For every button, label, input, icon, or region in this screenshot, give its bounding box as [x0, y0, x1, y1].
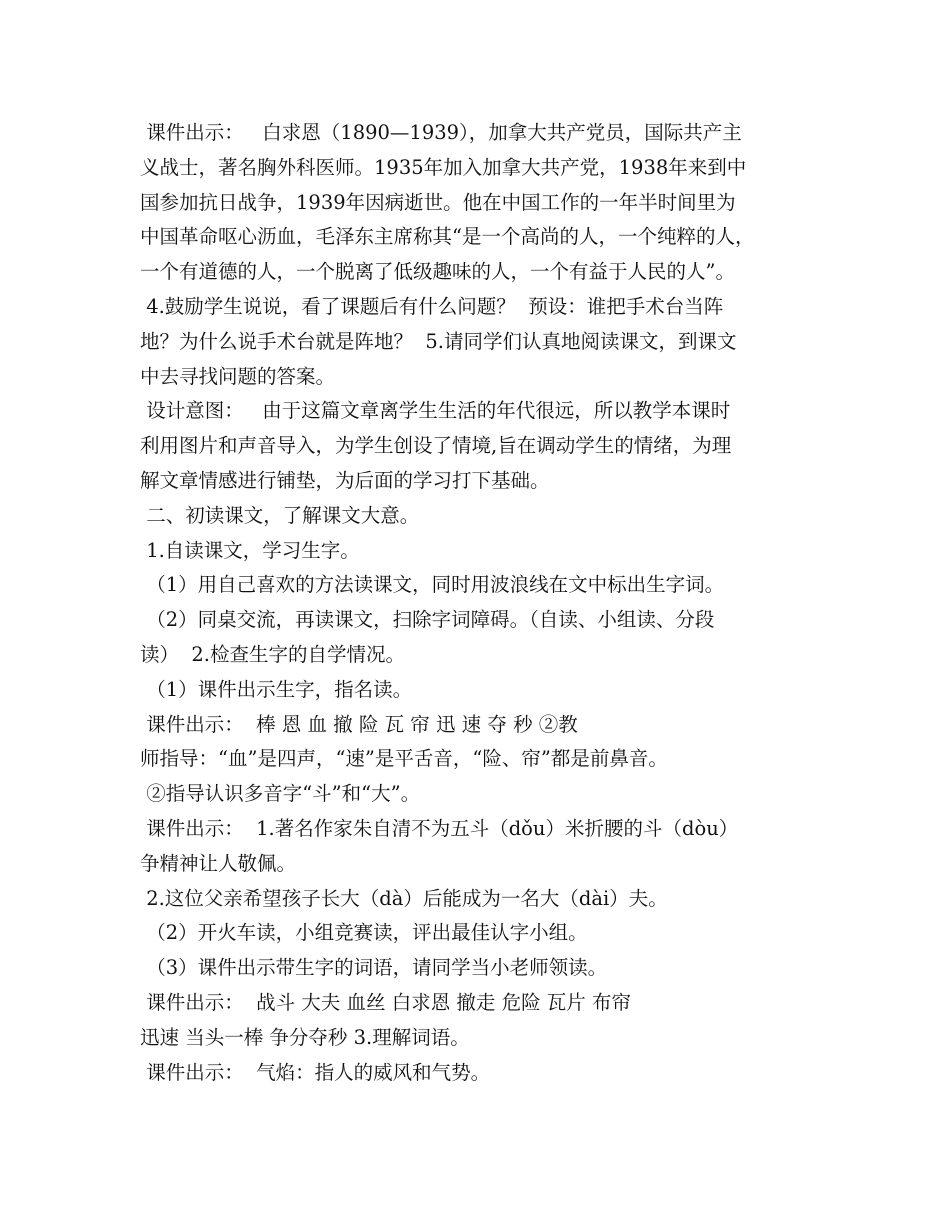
section-heading: 二、初读课文，了解课文大意。 — [140, 503, 420, 527]
text-line: 设计意图： 由于这篇文章离学生生活的年代很远，所以教学本课时 — [140, 399, 731, 423]
text-line: 2.这位父亲希望孩子长大（dà）后能成为一名大（dài）夫。 — [140, 886, 668, 910]
text-line: 读） 2.检查生字的自学情况。 — [140, 642, 406, 666]
text-line: 解文章情感进行铺垫，为后面的学习打下基础。 — [140, 468, 550, 492]
text-line: 迅速 当头一棒 争分夺秒 3.理解词语。 — [140, 1025, 470, 1049]
text-line: （1）用自己喜欢的方法读课文，同时用波浪线在文中标出生字词。 — [140, 573, 725, 597]
text-line: （1）课件出示生字，指名读。 — [140, 677, 413, 701]
text-line: 地？为什么说手术台就是阵地？ 5.请同学们认真地阅读课文，到课文 — [140, 329, 737, 353]
text-line: 课件出示： 棒 恩 血 撤 险 瓦 帘 迅 速 夺 秒 ②教 — [140, 712, 578, 736]
text-line: 一个有道德的人，一个脱离了低级趣味的人，一个有益于人民的人”。 — [140, 260, 735, 284]
text-line: （3）课件出示带生字的词语，请同学当小老师领读。 — [140, 956, 608, 980]
text-line: （2）开火车读，小组竞赛读，评出最佳认字小组。 — [140, 921, 588, 945]
text-line: 利用图片和声音导入，为学生创设了情境,旨在调动学生的情绪，为理 — [140, 434, 732, 458]
text-line: 国参加抗日战争，1939年因病逝世。他在中国工作的一年半时间里为 — [140, 190, 736, 214]
text-line: （2）同桌交流，再读课文，扫除字词障碍。（自读、小组读、分段 — [140, 608, 715, 632]
text-line: 课件出示： 白求恩（1890—1939），加拿大共产党员，国际共产主 — [140, 121, 742, 144]
text-line: 中去寻找问题的答案。 — [140, 364, 336, 388]
text-line: 1.自读课文，学习生字。 — [140, 538, 360, 562]
text-line: 师指导：“血”是四声，“速”是平舌音，“险、帘”都是前鼻音。 — [140, 747, 668, 771]
text-line: 4.鼓励学生说说，看了课题后有什么问题？ 预设：谁把手术台当阵 — [140, 294, 724, 318]
text-line: 义战士，著名胸外科医师。1935年加入加拿大共产党，1938年来到中 — [140, 155, 747, 179]
text-line: 课件出示： 1.著名作家朱自清不为五斗（dǒu）米折腰的斗（dòu） — [140, 816, 739, 840]
text-line: 课件出示： 战斗 大夫 血丝 白求恩 撤走 危险 瓦片 布帘 — [140, 990, 631, 1014]
text-line: ②指导认识多音字“斗”和“大”。 — [140, 782, 421, 806]
text-line: 中国革命呕心沥血，毛泽东主席称其“是一个高尚的人，一个纯粹的人， — [140, 225, 755, 249]
document-body — [140, 116, 820, 1090]
text-line: 争精神让人敬佩。 — [140, 851, 297, 875]
text-line: 课件出示： 气焰：指人的威风和气势。 — [140, 1060, 491, 1084]
